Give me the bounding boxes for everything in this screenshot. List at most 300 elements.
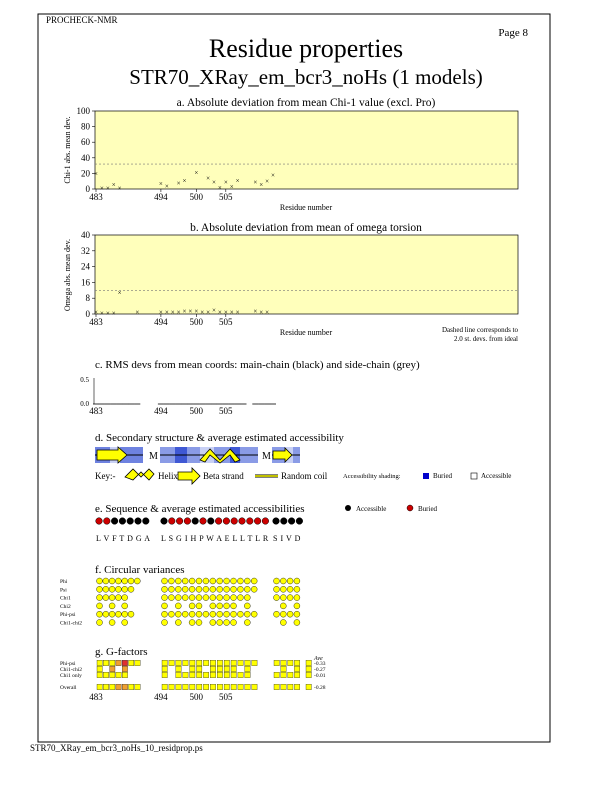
gf-cell bbox=[224, 660, 229, 665]
data-point: × bbox=[217, 183, 222, 192]
gf-cell bbox=[190, 666, 195, 671]
cv-marker bbox=[109, 603, 115, 609]
accessible-dot bbox=[281, 518, 288, 525]
cv-marker bbox=[224, 578, 230, 584]
y-tick-label: 24 bbox=[81, 261, 90, 272]
gf-cell bbox=[245, 660, 250, 665]
beta-key-label: Beta strand bbox=[203, 471, 244, 481]
gf-cell bbox=[294, 660, 299, 665]
cv-marker bbox=[210, 603, 216, 609]
gf-row-label: Chi1 only bbox=[60, 673, 82, 679]
cv-marker bbox=[122, 620, 128, 626]
cv-marker bbox=[196, 611, 202, 617]
shading-label: Accessibility shading: bbox=[343, 473, 401, 480]
chart-a-chi1-deviation bbox=[63, 97, 518, 212]
data-point: × bbox=[200, 308, 205, 317]
cv-row-label: Phi-psi bbox=[60, 612, 76, 619]
sequence-group-2: L S G I H P W A E L L T L R bbox=[161, 534, 269, 543]
cv-marker bbox=[237, 611, 243, 617]
cv-marker bbox=[217, 603, 223, 609]
cv-marker bbox=[182, 578, 188, 584]
gf-cell bbox=[122, 660, 127, 665]
y-tick-label: 60 bbox=[81, 137, 90, 148]
helix-key-icon bbox=[125, 469, 154, 480]
cv-marker bbox=[210, 611, 216, 617]
seq-accessible-label: Accessible bbox=[356, 505, 387, 513]
sequence-group-1: L V F T D G A bbox=[96, 534, 151, 543]
cv-marker bbox=[231, 578, 237, 584]
gf-cell bbox=[162, 672, 167, 677]
y-tick-label: 0.5 bbox=[80, 376, 89, 384]
cv-marker bbox=[224, 586, 230, 592]
cv-marker bbox=[244, 595, 250, 601]
gf-cell bbox=[116, 672, 121, 677]
x-tick-label: 483 bbox=[89, 406, 103, 416]
cv-marker bbox=[103, 611, 109, 617]
x-tick-label: 494 bbox=[154, 317, 168, 327]
plot-area bbox=[95, 235, 518, 314]
gf-cell bbox=[217, 666, 222, 671]
cv-marker bbox=[203, 586, 209, 592]
gf-cell bbox=[169, 660, 174, 665]
cv-marker bbox=[231, 595, 237, 601]
gf-ave-label: Ave bbox=[314, 656, 323, 662]
gf-cell bbox=[122, 684, 127, 689]
chart-title: a. Absolute deviation from mean Chi-1 value (excl. Pro) bbox=[176, 97, 436, 109]
x-tick-label: 500 bbox=[189, 406, 204, 416]
gf-grid bbox=[97, 660, 300, 689]
gf-cell bbox=[190, 684, 195, 689]
data-point: × bbox=[176, 308, 181, 317]
gf-row-label: Phi-psi bbox=[60, 661, 76, 667]
cv-marker bbox=[109, 578, 115, 584]
data-point: × bbox=[158, 308, 163, 317]
gf-cell bbox=[97, 666, 102, 671]
cv-marker bbox=[294, 620, 300, 626]
cv-marker bbox=[97, 603, 103, 609]
x-tick-label: 483 bbox=[89, 692, 103, 702]
data-point: × bbox=[188, 307, 193, 316]
gf-cell bbox=[197, 660, 202, 665]
gf-cell bbox=[203, 672, 208, 677]
cv-marker bbox=[203, 578, 209, 584]
gf-cell bbox=[217, 660, 222, 665]
gf-cell bbox=[190, 660, 195, 665]
buried-dot bbox=[231, 518, 238, 525]
data-point: × bbox=[176, 179, 181, 188]
cv-marker bbox=[189, 578, 195, 584]
data-point: × bbox=[206, 308, 211, 317]
data-point: × bbox=[164, 308, 169, 317]
data-point: × bbox=[265, 177, 270, 186]
x-tick-label: 505 bbox=[219, 317, 233, 327]
cv-marker bbox=[231, 620, 237, 626]
gf-cell bbox=[169, 684, 174, 689]
cv-marker bbox=[128, 578, 134, 584]
cv-marker bbox=[162, 620, 168, 626]
data-point: × bbox=[182, 307, 187, 316]
cv-marker bbox=[251, 586, 257, 592]
data-point: × bbox=[194, 307, 199, 316]
gf-cell bbox=[135, 660, 140, 665]
gf-cell bbox=[203, 660, 208, 665]
gf-cell bbox=[281, 672, 286, 677]
data-point: × bbox=[265, 308, 270, 317]
cv-marker bbox=[103, 595, 109, 601]
data-point: × bbox=[223, 178, 228, 187]
cutoff-note-line2: 2.0 st. devs. from ideal bbox=[454, 335, 518, 343]
sequence-group-3: S I V D bbox=[273, 534, 301, 543]
gf-cell bbox=[224, 684, 229, 689]
gf-cell bbox=[103, 660, 108, 665]
gf-cell bbox=[288, 684, 293, 689]
cv-marker bbox=[97, 578, 103, 584]
cv-marker bbox=[196, 578, 202, 584]
cv-row-label: Psi bbox=[60, 587, 67, 594]
gf-cell bbox=[110, 666, 115, 671]
gf-average-value: -0.33 bbox=[314, 661, 326, 667]
data-point: × bbox=[212, 178, 216, 187]
buried-dot bbox=[247, 518, 254, 525]
cv-marker bbox=[244, 611, 250, 617]
cv-marker bbox=[162, 603, 168, 609]
gf-cell bbox=[217, 684, 222, 689]
data-point: × bbox=[223, 308, 228, 317]
plot-area bbox=[95, 111, 518, 192]
gf-cell bbox=[281, 660, 286, 665]
data-point: × bbox=[164, 182, 169, 191]
gf-cell bbox=[217, 672, 222, 677]
cv-row-label: Phi bbox=[60, 579, 68, 585]
gf-cell bbox=[231, 672, 236, 677]
gf-cell bbox=[288, 672, 293, 677]
gf-average-swatch bbox=[306, 684, 311, 689]
cv-marker bbox=[231, 603, 237, 609]
buried-dot bbox=[239, 518, 246, 525]
cv-marker bbox=[182, 595, 188, 601]
gf-averages bbox=[306, 660, 326, 691]
accessible-dot bbox=[143, 518, 150, 525]
cv-marker bbox=[122, 603, 128, 609]
cv-marker bbox=[217, 620, 223, 626]
cv-marker bbox=[280, 603, 286, 609]
accessible-key-label: Accessible bbox=[481, 472, 512, 480]
chart-c-rms-devs bbox=[80, 359, 420, 416]
buried-dot bbox=[262, 518, 269, 525]
gf-cell bbox=[122, 666, 127, 671]
cv-marker bbox=[244, 603, 250, 609]
sequence-accessibility-dots bbox=[96, 518, 303, 525]
gf-cell bbox=[183, 672, 188, 677]
cv-marker bbox=[109, 620, 115, 626]
gf-cell bbox=[183, 660, 188, 665]
cv-marker bbox=[162, 611, 168, 617]
cv-marker bbox=[175, 611, 181, 617]
gf-cell bbox=[135, 684, 140, 689]
cv-row-label: Chi2 bbox=[60, 603, 71, 610]
cv-marker bbox=[217, 611, 223, 617]
x-tick-label: 500 bbox=[189, 317, 204, 327]
data-point: × bbox=[111, 309, 116, 318]
gf-cell bbox=[231, 684, 236, 689]
cutoff-note-line1: Dashed line corresponds to bbox=[441, 326, 518, 334]
cv-marker bbox=[115, 578, 121, 584]
gf-cell bbox=[288, 660, 293, 665]
data-point: × bbox=[217, 308, 222, 317]
cv-marker bbox=[196, 595, 202, 601]
cv-marker bbox=[175, 595, 181, 601]
gf-cell bbox=[252, 684, 257, 689]
data-point: × bbox=[94, 308, 98, 317]
gf-cell bbox=[176, 666, 181, 671]
cv-marker bbox=[231, 586, 237, 592]
gf-cell bbox=[197, 672, 202, 677]
gf-cell bbox=[245, 684, 250, 689]
cv-marker bbox=[122, 595, 128, 601]
cv-marker bbox=[189, 603, 195, 609]
gf-cell bbox=[176, 684, 181, 689]
y-tick-label: 40 bbox=[81, 230, 90, 240]
gf-cell bbox=[210, 666, 215, 671]
x-tick-label: 500 bbox=[189, 192, 204, 202]
gf-cell bbox=[176, 660, 181, 665]
cv-marker bbox=[162, 586, 168, 592]
data-point: × bbox=[117, 184, 122, 193]
x-tick-label: 494 bbox=[154, 692, 168, 702]
cv-marker bbox=[203, 611, 209, 617]
gf-row-label: Overall bbox=[60, 685, 77, 691]
gf-cell bbox=[231, 660, 236, 665]
buried-dot bbox=[96, 518, 103, 525]
cv-marker bbox=[287, 595, 293, 601]
y-tick-label: 8 bbox=[85, 293, 90, 304]
gf-cell bbox=[210, 684, 215, 689]
cv-marker bbox=[294, 578, 300, 584]
gf-cell bbox=[224, 666, 229, 671]
gf-cell bbox=[122, 672, 127, 677]
y-tick-label: 0 bbox=[85, 309, 90, 319]
gf-cell bbox=[281, 684, 286, 689]
gf-cell bbox=[116, 684, 121, 689]
data-point: × bbox=[206, 174, 211, 183]
y-tick-label: 16 bbox=[81, 277, 90, 288]
buried-dot bbox=[169, 518, 176, 525]
accessible-key-icon bbox=[345, 505, 351, 511]
cv-marker bbox=[203, 595, 209, 601]
gf-cell bbox=[110, 684, 115, 689]
gf-cell bbox=[162, 660, 167, 665]
cv-marker bbox=[189, 620, 195, 626]
cv-marker bbox=[175, 586, 181, 592]
cv-marker bbox=[189, 586, 195, 592]
data-point: × bbox=[194, 169, 199, 178]
x-axis-label: Residue number bbox=[279, 328, 333, 337]
cv-marker bbox=[128, 586, 134, 592]
cv-marker bbox=[97, 611, 103, 617]
data-point: × bbox=[253, 307, 258, 316]
gf-cell bbox=[103, 684, 108, 689]
ss-title: d. Secondary structure & average estimated accessibility bbox=[95, 432, 344, 444]
gf-x-ticks bbox=[89, 692, 233, 702]
cv-marker bbox=[210, 620, 216, 626]
buried-swatch bbox=[423, 473, 429, 479]
gf-row-label: Chi1-chi2 bbox=[60, 667, 82, 673]
seq-buried-label: Buried bbox=[418, 505, 438, 513]
cv-marker bbox=[210, 586, 216, 592]
cv-marker bbox=[294, 586, 300, 592]
accessible-dot bbox=[273, 518, 280, 525]
data-point: × bbox=[170, 308, 175, 317]
cv-marker bbox=[280, 595, 286, 601]
cv-marker bbox=[280, 611, 286, 617]
buried-dot bbox=[215, 518, 222, 525]
data-point: × bbox=[253, 178, 258, 187]
gf-cell bbox=[176, 672, 181, 677]
cv-marker bbox=[109, 595, 115, 601]
gf-average-value: -0.27 bbox=[314, 667, 326, 673]
cv-marker bbox=[217, 586, 223, 592]
y-tick-label: 40 bbox=[81, 152, 90, 163]
gf-cell bbox=[245, 672, 250, 677]
cv-marker bbox=[122, 586, 128, 592]
accessible-dot bbox=[161, 518, 168, 525]
cv-marker bbox=[231, 611, 237, 617]
accessible-dot bbox=[192, 518, 199, 525]
data-point: × bbox=[94, 169, 98, 178]
cv-marker bbox=[280, 578, 286, 584]
data-point: × bbox=[105, 309, 110, 318]
gf-row-labels bbox=[60, 661, 82, 691]
cv-marker bbox=[115, 595, 121, 601]
cv-row-label: Chi1-chi2 bbox=[60, 620, 82, 627]
accessible-dot bbox=[119, 518, 126, 525]
page-title: Residue properties bbox=[208, 34, 404, 63]
cv-marker bbox=[274, 578, 280, 584]
gf-average-value: -0.28 bbox=[314, 685, 326, 691]
program-name: PROCHECK-NMR bbox=[46, 15, 118, 25]
cv-marker bbox=[162, 595, 168, 601]
buried-dot bbox=[184, 518, 191, 525]
x-tick-label: 505 bbox=[219, 406, 233, 416]
cv-marker bbox=[274, 611, 280, 617]
cv-marker bbox=[274, 586, 280, 592]
gf-cell bbox=[110, 660, 115, 665]
cv-marker bbox=[168, 578, 174, 584]
cv-marker bbox=[128, 611, 134, 617]
data-point: × bbox=[235, 176, 240, 185]
gf-cell bbox=[274, 684, 279, 689]
gf-cell bbox=[238, 684, 243, 689]
x-tick-label: 483 bbox=[89, 317, 103, 327]
gf-cell bbox=[210, 672, 215, 677]
gf-cell bbox=[294, 666, 299, 671]
gf-cell bbox=[294, 684, 299, 689]
data-point: × bbox=[135, 308, 140, 317]
cv-marker bbox=[224, 611, 230, 617]
gf-cell bbox=[97, 660, 102, 665]
data-point: × bbox=[117, 288, 122, 297]
y-axis-label: Chi-1 abs. mean dev. bbox=[63, 116, 72, 184]
gf-average-swatch bbox=[306, 672, 311, 677]
cv-marker bbox=[287, 586, 293, 592]
data-point: × bbox=[158, 180, 163, 189]
gf-average-swatch bbox=[306, 660, 311, 665]
x-tick-label: 505 bbox=[219, 192, 233, 202]
footer-filename: STR70_XRay_em_bcr3_noHs_10_residprop.ps bbox=[30, 743, 203, 753]
cv-marker bbox=[210, 595, 216, 601]
cv-marker bbox=[189, 611, 195, 617]
cv-marker bbox=[122, 611, 128, 617]
cv-grid bbox=[97, 578, 300, 626]
gf-cell bbox=[162, 666, 167, 671]
y-axis-label: Omega abs. mean dev. bbox=[63, 238, 72, 312]
cv-marker bbox=[196, 586, 202, 592]
gf-cell bbox=[162, 684, 167, 689]
cv-marker bbox=[196, 603, 202, 609]
cv-row-labels bbox=[60, 579, 82, 627]
buried-dot bbox=[223, 518, 230, 525]
cv-marker bbox=[168, 611, 174, 617]
cv-marker bbox=[168, 586, 174, 592]
cv-title: f. Circular variances bbox=[95, 564, 185, 576]
gf-cell bbox=[245, 666, 250, 671]
accessible-dot bbox=[111, 518, 118, 525]
chart-b-omega-deviation bbox=[63, 222, 518, 337]
cv-marker bbox=[109, 586, 115, 592]
cv-marker bbox=[196, 620, 202, 626]
cv-marker bbox=[251, 578, 257, 584]
cv-marker bbox=[97, 595, 103, 601]
cv-marker bbox=[224, 620, 230, 626]
data-point: × bbox=[259, 180, 264, 189]
cv-marker bbox=[175, 603, 181, 609]
cv-marker bbox=[280, 620, 286, 626]
data-point: × bbox=[212, 306, 216, 315]
cv-marker bbox=[237, 595, 243, 601]
gf-cell bbox=[197, 666, 202, 671]
gf-cell bbox=[274, 660, 279, 665]
cv-marker bbox=[274, 595, 280, 601]
gf-cell bbox=[203, 684, 208, 689]
buried-key-label: Buried bbox=[433, 472, 453, 480]
gf-cell bbox=[116, 660, 121, 665]
buried-dot bbox=[200, 518, 207, 525]
x-tick-label: 494 bbox=[154, 192, 168, 202]
buried-dot bbox=[104, 518, 111, 525]
helix-key-label: Helix bbox=[158, 471, 178, 481]
data-point: × bbox=[99, 184, 104, 193]
accessible-dot bbox=[127, 518, 134, 525]
gf-title: g. G-factors bbox=[95, 646, 148, 658]
gf-cell bbox=[129, 660, 134, 665]
cv-marker bbox=[244, 586, 250, 592]
cv-marker bbox=[103, 578, 109, 584]
cv-marker bbox=[175, 578, 181, 584]
cv-marker bbox=[294, 603, 300, 609]
cv-row-label: Chi1 bbox=[60, 595, 71, 602]
gf-cell bbox=[294, 672, 299, 677]
gf-cell bbox=[231, 666, 236, 671]
cv-marker bbox=[182, 611, 188, 617]
data-point: × bbox=[229, 183, 234, 192]
ss-marker-2: M bbox=[262, 451, 271, 462]
x-tick-label: 494 bbox=[154, 406, 168, 416]
gf-cell bbox=[238, 672, 243, 677]
cv-marker bbox=[175, 620, 181, 626]
gf-cell bbox=[97, 672, 102, 677]
cv-marker bbox=[182, 586, 188, 592]
cv-marker bbox=[217, 578, 223, 584]
